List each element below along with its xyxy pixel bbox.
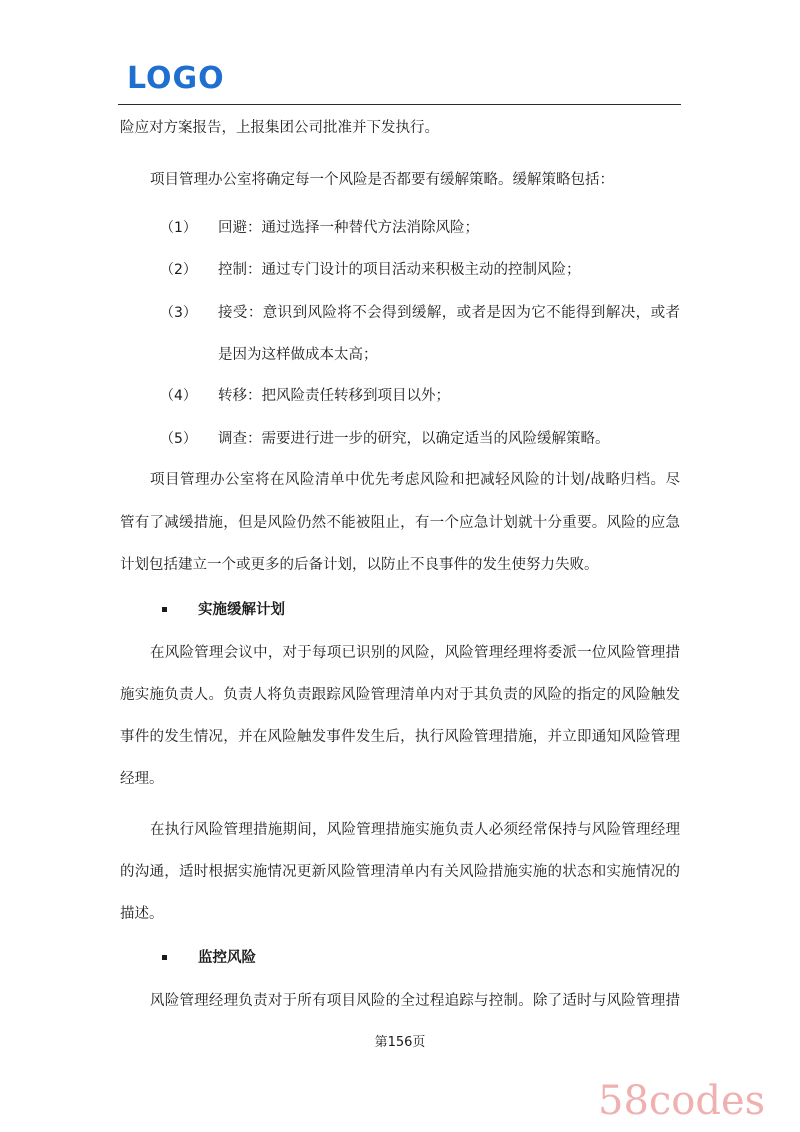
logo: LOGO: [127, 61, 225, 96]
list-number: （5）: [160, 431, 197, 447]
list-item-continuation: 是因为这样做成本太高；: [218, 347, 378, 363]
list-item: 控制：通过专门设计的项目活动来积极主动的控制风险；: [218, 262, 581, 278]
list-number: （2）: [160, 262, 197, 278]
text-line: 项目管理办公室将确定每一个风险是否都要有缓解策略。缓解策略包括：: [150, 172, 614, 188]
text-line: 的沟通，适时根据实施情况更新风险管理清单内有关风险措施实施的状态和实施情况的: [120, 864, 680, 880]
list-item: 接受：意识到风险将不会得到缓解，或者是因为它不能得到解决，或者: [218, 305, 680, 321]
text-line: 施实施负责人。负责人将负责跟踪风险管理清单内对于其负责的风险的指定的风险触发: [120, 687, 680, 703]
list-item: 回避：通过选择一种替代方法消除风险；: [218, 220, 479, 236]
header-divider: [118, 104, 681, 105]
page-number: 第156页: [374, 1035, 426, 1050]
text-line: 事件的发生情况，并在风险触发事件发生后，执行风险管理措施，并立即通知风险管理: [120, 729, 680, 745]
text-line: 险应对方案报告，上报集团公司批准并下发执行。: [120, 120, 439, 136]
section-heading: 实施缓解计划: [198, 602, 285, 618]
text-line: 项目管理办公室将在风险清单中优先考虑风险和把减轻风险的计划/战略归档。尽: [150, 472, 680, 488]
list-number: （1）: [160, 220, 197, 236]
text-line: 计划包括建立一个或更多的后备计划，以防止不良事件的发生使努力失败。: [120, 557, 599, 573]
text-line: 在执行风险管理措施期间，风险管理措施实施负责人必须经常保持与风险管理经理: [150, 822, 680, 838]
text-line: 管有了减缓措施，但是风险仍然不能被阻止，有一个应急计划就十分重要。风险的应急: [120, 515, 680, 531]
list-item: 调查：需要进行进一步的研究，以确定适当的风险缓解策略。: [218, 431, 610, 447]
bullet-marker: [162, 607, 167, 612]
list-number: （3）: [160, 305, 197, 321]
watermark: 58codes: [598, 1078, 766, 1124]
list-number: （4）: [160, 388, 197, 404]
text-line: 经理。: [120, 771, 164, 787]
bullet-marker: [162, 955, 167, 960]
text-line: 在风险管理会议中，对于每项已识别的风险，风险管理经理将委派一位风险管理措: [150, 645, 680, 661]
text-line: 风险管理经理负责对于所有项目风险的全过程追踪与控制。除了适时与风险管理措: [150, 993, 680, 1009]
text-line: 描述。: [120, 906, 164, 922]
section-heading: 监控风险: [198, 950, 256, 966]
list-item: 转移：把风险责任转移到项目以外；: [218, 388, 450, 404]
